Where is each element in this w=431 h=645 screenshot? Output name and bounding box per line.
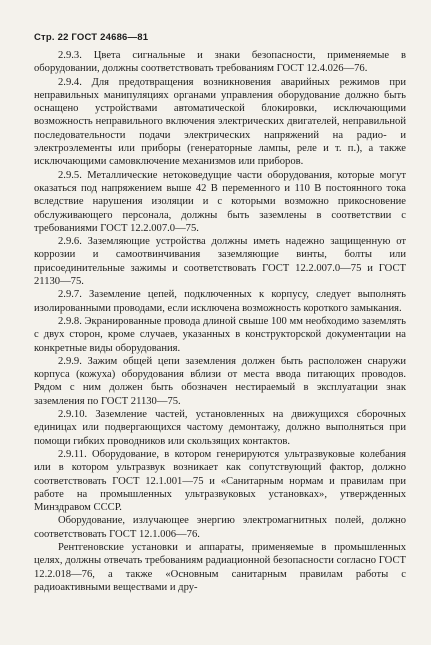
page-header: Стр. 22 ГОСТ 24686—81: [34, 32, 149, 43]
paragraph-2-9-3: 2.9.3. Цвета сигнальные и знаки безопасности, применяемые в оборудовании, должны соответствовать требованиям ГОСТ 12.4.026—76.: [34, 50, 406, 75]
paragraph-2-9-9: 2.9.9. Зажим общей цепи заземления должен быть расположен снаружи корпуса (кожуха) оборудования вблизи от места ввода питающих проводов. Рядом с ним должен быть обозначен нестираемый в эксплуатации знак заземления по ГОСТ 21130—75.: [34, 355, 406, 407]
paragraph-x-ray: Рентгеновские установки и аппараты, применяемые в промышленных целях, должны отвечать требованиям радиационной безопасности согласно ГОСТ 12.2.018—76, а также «Основным санитарным правилам работы с радиоактивными веществами и дру-: [34, 541, 406, 593]
paragraph-2-9-6: 2.9.6. Заземляющие устройства должны иметь надежно защищенную от коррозии и самоотвинчивания заземляющие винты, болты или присоединительные зажимы и соответствовать ГОСТ 12.2.007.0—75 и ГОСТ 21130—75.: [34, 236, 406, 288]
paragraph-2-9-4: 2.9.4. Для предотвращения возникновения аварийных режимов при неправильных манипуляциях органами управления оборудование должно быть оснащено устройствами автоматической блокировки, исключающими возможность неправильного включения электрических двигателей, неправильной последовательности подачи электрических напряжений на радио- и электроэлементы или приборы (генераторные лампы, реле и т. п.), а также исключающими самовключение механизмов или приборов.: [34, 76, 406, 168]
paragraph-2-9-8: 2.9.8. Экранированные провода длиной свыше 100 мм необходимо заземлять с двух сторон, кроме случаев, указанных в конструкторской документации на конкретные виды оборудования.: [34, 315, 406, 354]
paragraph-2-9-10: 2.9.10. Заземление частей, установленных на движущихся сборочных единицах или подвергающихся частому демонтажу, должно выполняться при помощи гибких проводников или скользящих контактов.: [34, 409, 406, 447]
paragraph-2-9-5: 2.9.5. Металлические нетоковедущие части оборудования, которые могут оказаться под напряжением выше 42 В переменного и 110 В постоянного тока вследствие нарушения изоляции и с которыми возможно прикосновение обслуживающего персонала, должны быть заземлены в соответствии с требованиями ГОСТ 12.2.007.0—75.: [34, 169, 406, 234]
body-text: [34, 49, 406, 594]
paragraph-2-9-11: 2.9.11. Оборудование, в котором генерируются ультразвуковые колебания или в котором ультразвук возникает как сопутствующий фактор, должно соответствовать ГОСТ 12.1.001—75 и «Санитарным нормам и правилам при работе на промышленных ультразвуковых установках», утвержденных Минздравом СССР.: [34, 448, 406, 514]
paragraph-electromagnetic: Оборудование, излучающее энергию электромагнитных полей, должно соответствовать ГОСТ 12.1.006—76.: [34, 515, 406, 540]
paragraph-2-9-7: 2.9.7. Заземление цепей, подключенных к корпусу, следует выполнять изолированными проводами, если исключена возможность короткого замыкания.: [34, 289, 406, 314]
